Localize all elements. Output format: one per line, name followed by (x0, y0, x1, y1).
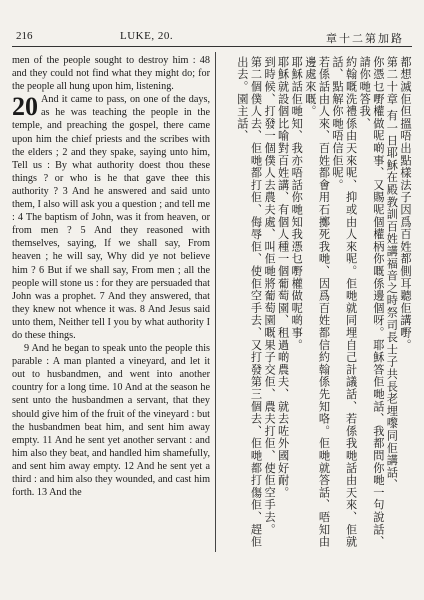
chinese-line: 第二個僕人去、佢哋都打佢、侮辱佢、使佢空手去、又打發第三個去、佢哋都打傷佢、趕佢出去。園主話、 (235, 56, 263, 548)
english-running-head: LUKE, 20. (120, 30, 174, 42)
chinese-line: 若係話由人來、百姓都會用石擲死我哋、因爲百姓都信約翰係先知咯。佢哋就答話、唔知由邊處來嘅。 (303, 56, 331, 548)
english-paragraph: men of the people sought to destroy him : 48 and they could not find what they might do; for the people all hung upon him, listening. (12, 55, 210, 93)
chinese-line: 都想滅佢但搵唔出點樣法子因爲百姓都側耳聽佢講嘢。 (399, 56, 412, 352)
english-paragraph: 9 And he began to speak unto the people this parable : A man planted a vineyard, and let it out to husbandmen, and went into another country for a long time. 10 And at the season he sent unto the husbandmen a servant, that they should give him of the fruit of the vineyard : but the husbandmen beat him, and sent him away empty. 11 And he sent yet another servant : and him also they beat, and handled him shamefully, and sent him away empty. 12 And he sent yet a third : and him also they wounded, and cast him forth. 13 And the (12, 343, 210, 499)
chinese-line: 到時候、打發一個僕人去農夫處、叫佢哋將葡萄園嘅果子交佢、農夫打佢、使佢空手去。 (263, 56, 277, 536)
chinese-column (221, 56, 412, 552)
page-header (12, 30, 412, 46)
header-rule (12, 46, 412, 47)
english-paragraph: And it came to pass, on one of the days, as he was teaching the people in the temple, and preaching the gospel, there came upon him the chief priests and the scribes with the elders ; 2 and they spake, saying unto him, Tell us : By what authority doest thou these things ? or who is he that gave thee this authority ? 3 And he answered and said unto them, I also will ask you a question ; and tell me : 4 The baptism of John, was it from heaven, or from men ? 5 And they reasoned with themselves, saying, If we shall say, From heaven ; he will say, Why did ye not believe him ? 6 But if we shall say, From men ; all the people will stone us : for they are persuaded that John was a prophet. 7 And they answered, that they knew not whence it was. 8 And Jesus said unto them, Neither tell I you by what authority I do these things. (12, 94, 210, 341)
chapter-paragraph (12, 93, 210, 342)
chinese-line: 約翰嘅洗禮係由天來呢、抑或由人來呢。佢哋就同埋自己計議話、若係我哋話由天來、佢就話、點解你哋唔信佢呢。 (331, 56, 358, 548)
english-column (12, 54, 210, 554)
chinese-line: 耶穌就設個比喻對百姓講、有個人種一個葡萄園、租過啲農夫、就去咗外國好耐。 (276, 56, 290, 499)
column-divider (215, 52, 216, 552)
page-number: 216 (16, 30, 33, 42)
chapter-drop-cap: 20 (12, 92, 38, 122)
chinese-line: 耶穌話佢哋知、我亦唔話你哋知我憑乜嘢權做呢啲事。 (290, 56, 304, 352)
chinese-running-head: 章十二第加路 (326, 32, 404, 45)
chinese-line: 第二十章 有一日耶穌在殿教訓百姓講福音之時祭司長士子共長老埋嚟同佢講話、 (385, 56, 399, 492)
chinese-line: 你憑乜嘢權做呢啲事、又賜呢個權柄你嘅係邊個呀。耶穌答佢哋話、我都問你哋一句說話、請你哋答我、 (358, 56, 385, 548)
